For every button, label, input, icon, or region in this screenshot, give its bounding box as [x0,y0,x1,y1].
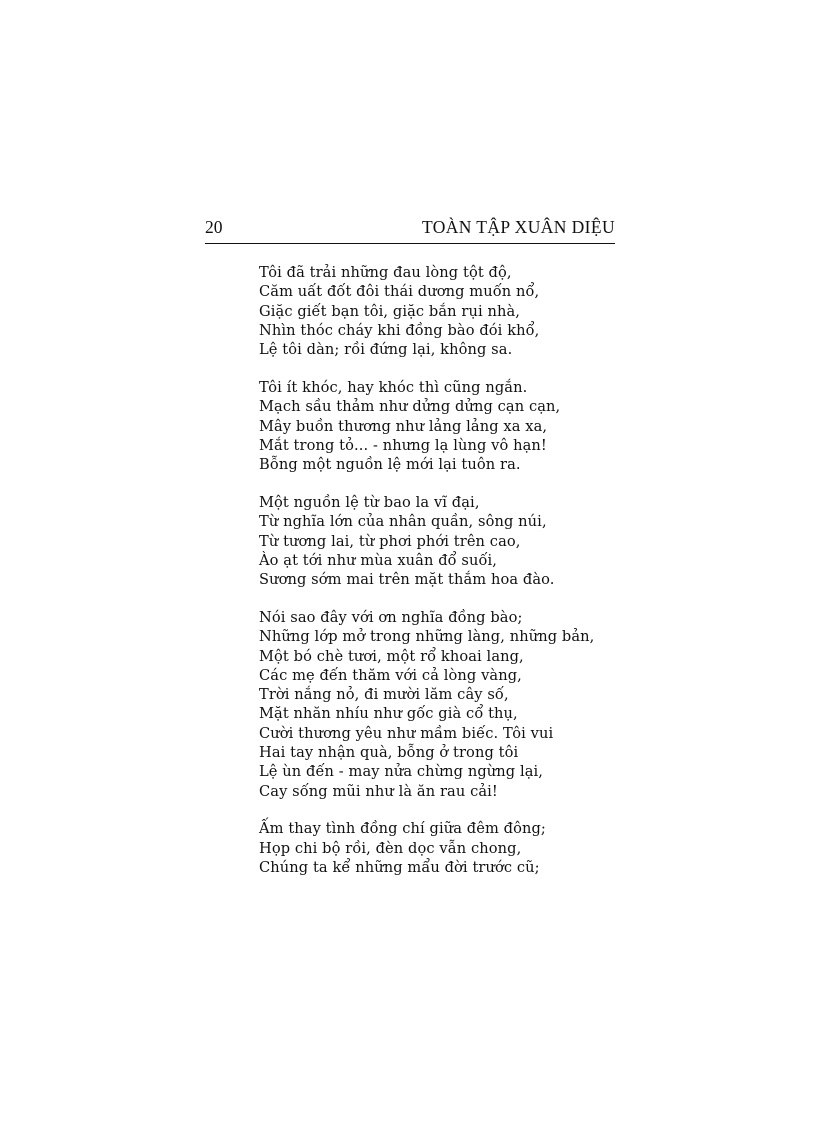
stanza-4 [259,608,659,801]
poem-line: Mắt trong tỏ... - nhưng lạ lùng vô hạn! [259,436,547,454]
running-title: TOÀN TẬP XUÂN DIỆU [421,217,615,237]
poem-line: Từ tương lai, từ phơi phới trên cao, [259,532,521,550]
page-header [205,214,615,244]
poem-line: Các mẹ đến thăm với cả lòng vàng, [259,666,522,684]
poem-line: Ào ạt tới như mùa xuân đổ suối, [259,551,498,569]
poem-line: Cay sống mũi như là ăn rau cải! [259,782,498,800]
poem-line: Lệ tôi dàn; rồi đứng lại, không sa. [259,341,513,359]
poem-line: Sương sớm mai trên mặt thắm hoa đào. [259,571,555,589]
poem-line: Ấm thay tình đồng chí giữa đêm đông; [259,820,546,838]
poem-line: Tôi ít khóc, hay khóc thì cũng ngắn. [259,378,528,396]
poem-line: Hai tay nhận quà, bỗng ở trong tôi [259,744,519,762]
poem-line: Nói sao đây với ơn nghĩa đồng bào; [259,608,523,626]
poem-line: Tôi đã trải những đau lòng tột độ, [259,264,512,281]
stanza-2 [259,378,659,474]
poem-line: Trời nắng nỏ, đi mười lăm cây số, [259,686,509,704]
poem-line: Họp chi bộ rồi, đèn dọc vẫn chong, [259,839,522,857]
poem-line: Mặt nhăn nhíu như gốc già cổ thụ, [259,705,518,723]
poem-body [259,263,659,877]
poem-line: Giặc giết bạn tôi, giặc bắn rụi nhà, [259,302,521,320]
poem-line: Từ nghĩa lớn của nhân quần, sông núi, [259,513,547,531]
poem-line: Bỗng một nguồn lệ mới lại tuôn ra. [259,456,521,474]
poem-line: Mạch sầu thảm như dửng dửng cạn cạn, [259,398,561,416]
poem-line: Những lớp mở trong những làng, những bản, [259,628,595,646]
poem-line: Lệ ùn đến - may nửa chừng ngừng lại, [259,763,544,781]
page-number: 20 [205,217,223,237]
stanza-5 [259,819,659,877]
poem-line: Chúng ta kể những mẩu đời trước cũ; [259,859,540,877]
poem-line: Một nguồn lệ từ bao la vĩ đại, [259,493,480,511]
poem-line: Mây buồn thương như lảng lảng xa xa, [259,417,548,435]
poem-line: Căm uất đốt đôi thái dương muốn nổ, [259,283,540,301]
poem-line: Nhìn thóc cháy khi đồng bào đói khổ, [259,321,540,339]
stanza-1 [259,263,659,359]
poem-line: Cười thương yêu như mầm biếc. Tôi vui [259,724,554,742]
poem-line: Một bó chè tươi, một rổ khoai lang, [259,647,524,665]
stanza-3 [259,493,659,589]
